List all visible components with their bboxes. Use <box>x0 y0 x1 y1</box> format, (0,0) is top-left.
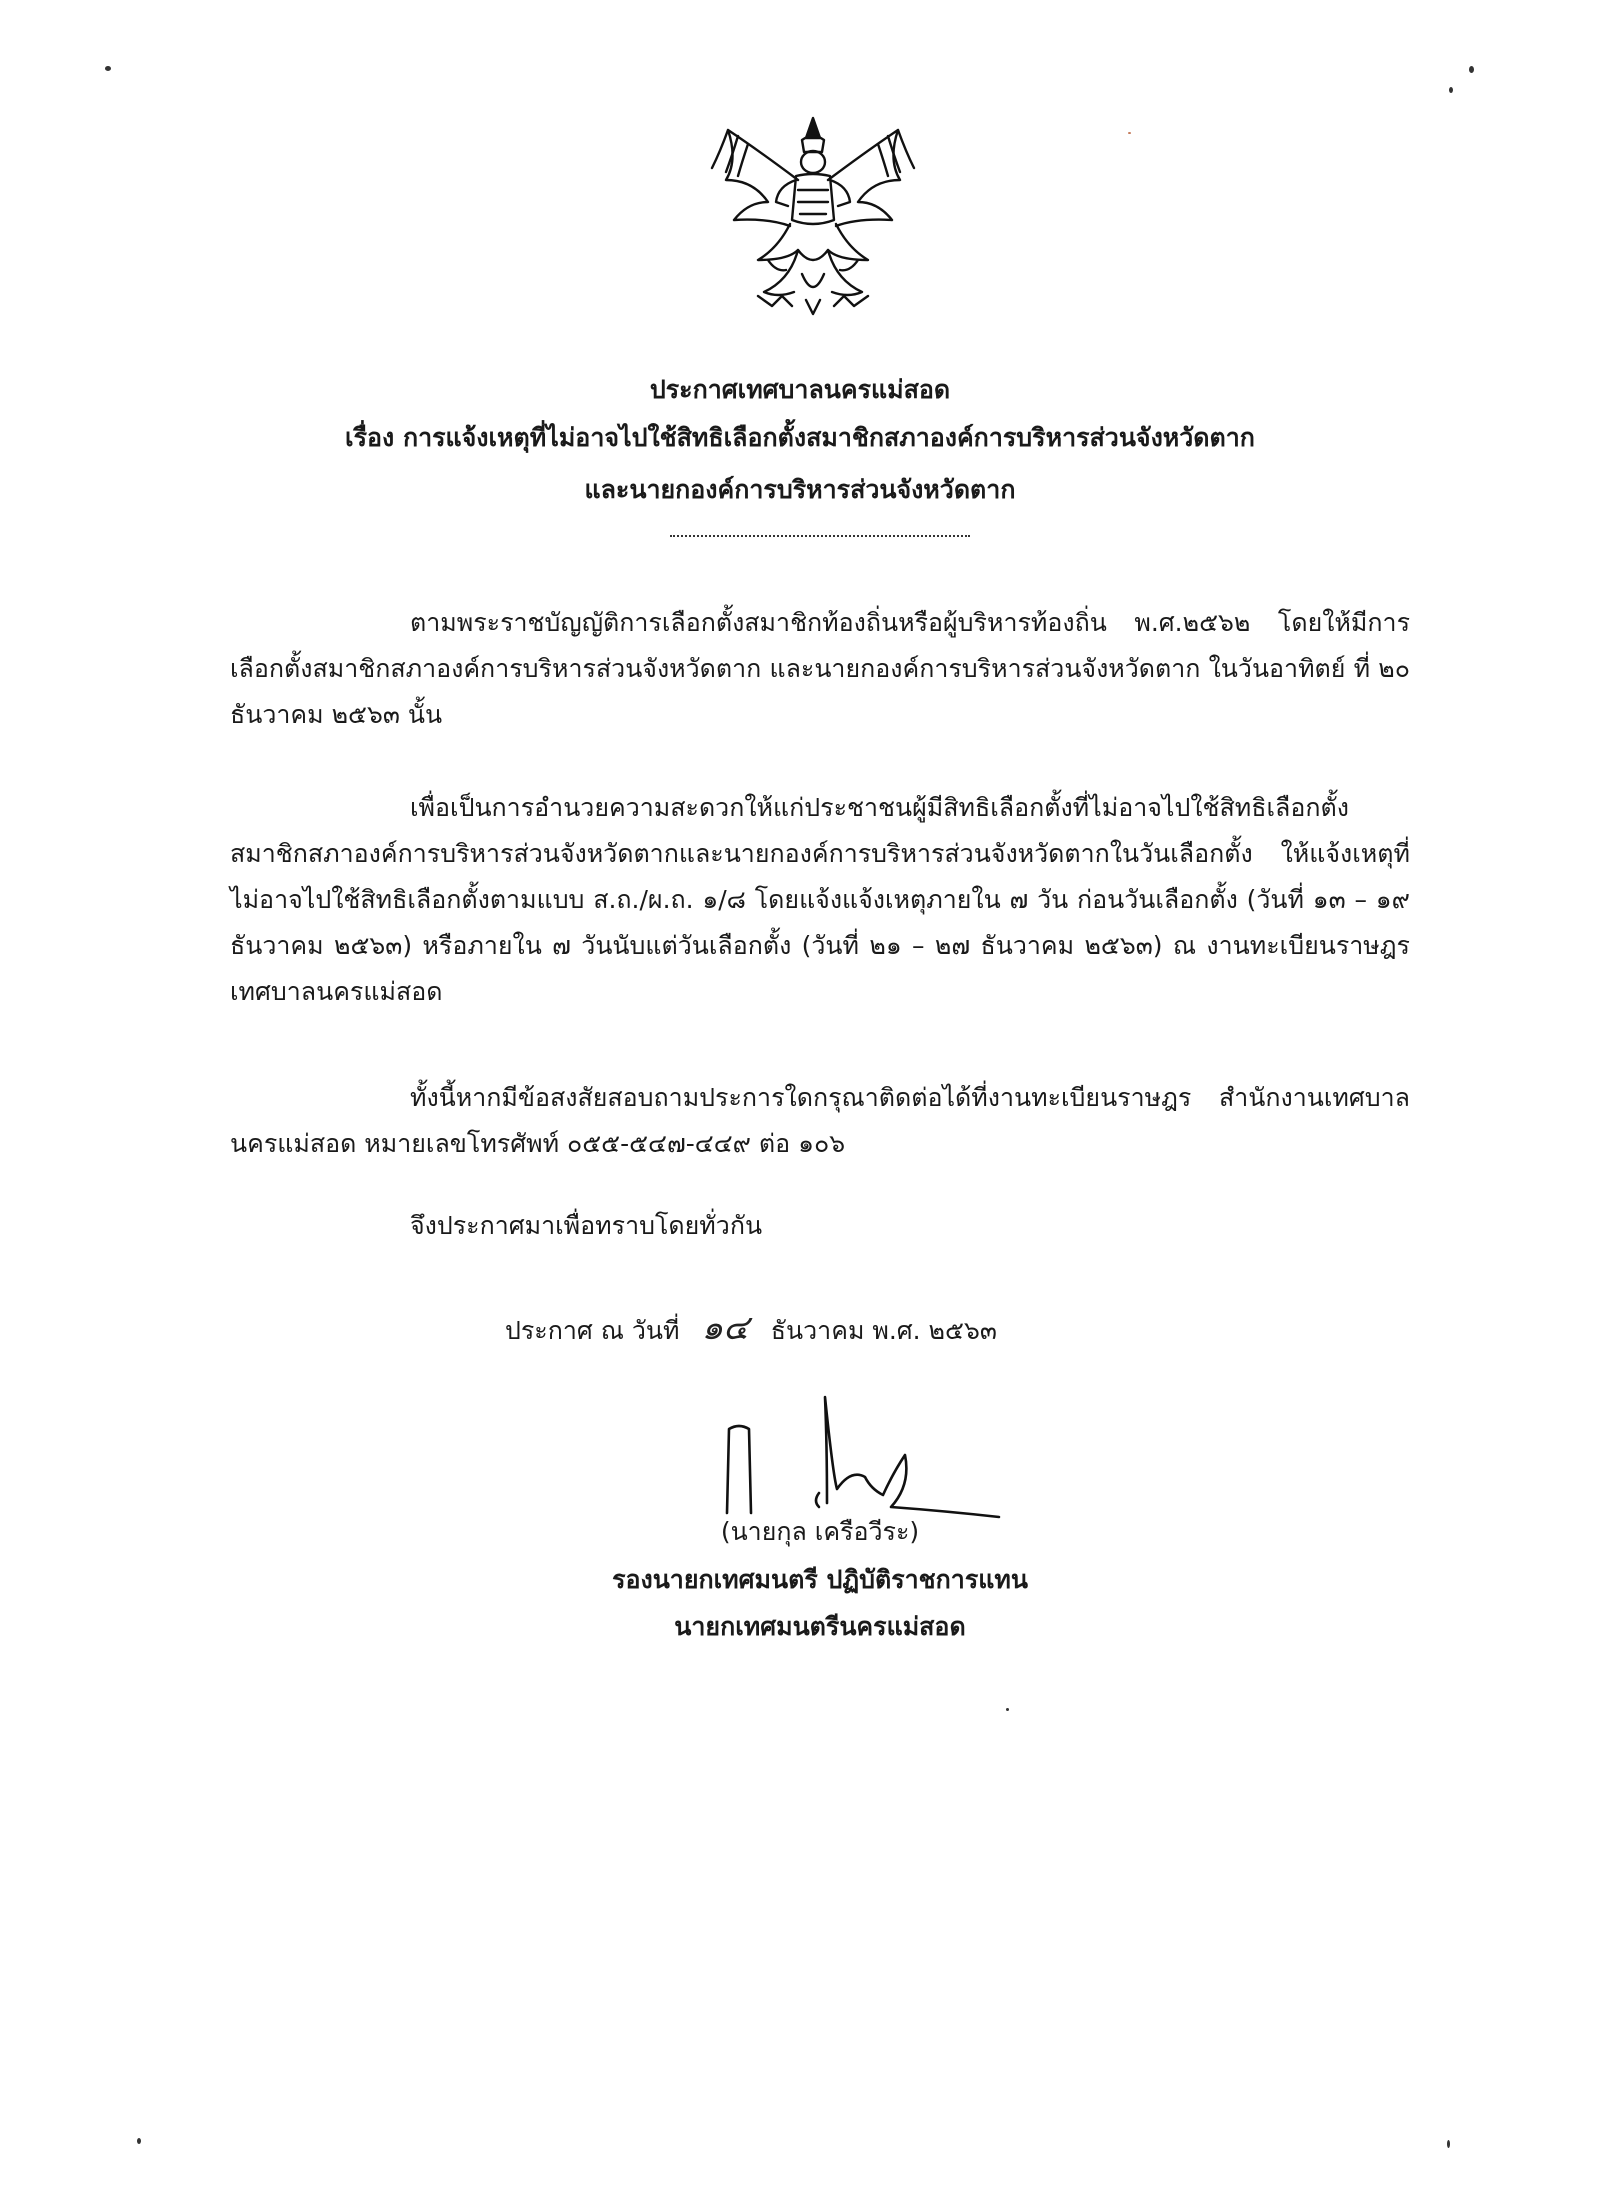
scan-speck <box>1449 87 1453 93</box>
announcement-title: ประกาศเทศบาลนครแม่สอด <box>649 375 951 404</box>
scan-speck <box>1006 1708 1009 1711</box>
scan-speck <box>1447 2140 1450 2148</box>
garuda-emblem-icon <box>698 110 928 320</box>
handwritten-signature <box>715 1385 1015 1525</box>
body-paragraph-4: จึงประกาศมาเพื่อทราบโดยทั่วกัน <box>410 1211 763 1240</box>
body-paragraph-1: ตามพระราชบัญญัติการเลือกตั้งสมาชิกท้องถิ่นหรือผู้บริหารท้องถิ่น พ.ศ.๒๕๖๒ โดยให้มีการเลือกตั้งสมาชิกสภาองค์การบริหารส่วนจังหวัดตาก และนายกองค์การบริหารส่วนจังหวัดตาก ในวันอาทิตย์ ที่ ๒๐ ธันวาคม ๒๕๖๓ นั้น <box>230 608 1410 729</box>
announcement-subject-continued: และนายกองค์การบริหารส่วนจังหวัดตาก <box>584 475 1016 504</box>
signatory-name: (นายกุล เครือวีระ) <box>720 1517 920 1546</box>
scan-speck <box>105 66 111 71</box>
date-prefix: ประกาศ ณ วันที่ <box>505 1316 680 1345</box>
handwritten-day: ๑๔ <box>701 1308 749 1348</box>
scan-speck <box>1469 66 1474 73</box>
signatory-role: รองนายกเทศมนตรี ปฏิบัติราชการแทน <box>612 1565 1028 1594</box>
scan-speck <box>137 2138 141 2144</box>
signatory-role-continued: นายกเทศมนตรีนครแม่สอด <box>674 1612 966 1641</box>
body-paragraph-2: เพื่อเป็นการอำนวยความสะดวกให้แก่ประชาชนผู้มีสิทธิเลือกตั้งที่ไม่อาจไปใช้สิทธิเลือกตั้งสมาชิกสภาองค์การบริหารส่วนจังหวัดตากและนายกองค์การบริหารส่วนจังหวัดตากในวันเลือกตั้ง ให้แจ้งเหตุที่ไม่อาจไปใช้สิทธิเลือกตั้งตามแบบ ส.ถ./ผ.ถ. ๑/๘ โดยแจ้งแจ้งเหตุภายใน ๗ วัน ก่อนวันเลือกตั้ง (วันที่ ๑๓ – ๑๙ ธันวาคม ๒๕๖๓) หรือภายใน ๗ วันนับแต่วันเลือกตั้ง (วันที่ ๒๑ – ๒๗ ธันวาคม ๒๕๖๓) ณ งานทะเบียนราษฎร เทศบาลนครแม่สอด <box>230 793 1410 1006</box>
dotted-separator <box>670 525 970 537</box>
date-suffix: ธันวาคม พ.ศ. ๒๕๖๓ <box>770 1316 997 1345</box>
body-paragraph-3: ทั้งนี้หากมีข้อสงสัยสอบถามประการใดกรุณาติดต่อได้ที่งานทะเบียนราษฎร สำนักงานเทศบาลนครแม่สอด หมายเลขโทรศัพท์ ๐๕๕-๕๔๗-๔๔๙ ต่อ ๑๐๖ <box>230 1083 1410 1158</box>
announcement-subject: เรื่อง การแจ้งเหตุที่ไม่อาจไปใช้สิทธิเลือกตั้งสมาชิกสภาองค์การบริหารส่วนจังหวัดตาก <box>345 423 1255 452</box>
scan-speck <box>1128 132 1131 134</box>
announcement-date-line <box>505 1300 1205 1354</box>
